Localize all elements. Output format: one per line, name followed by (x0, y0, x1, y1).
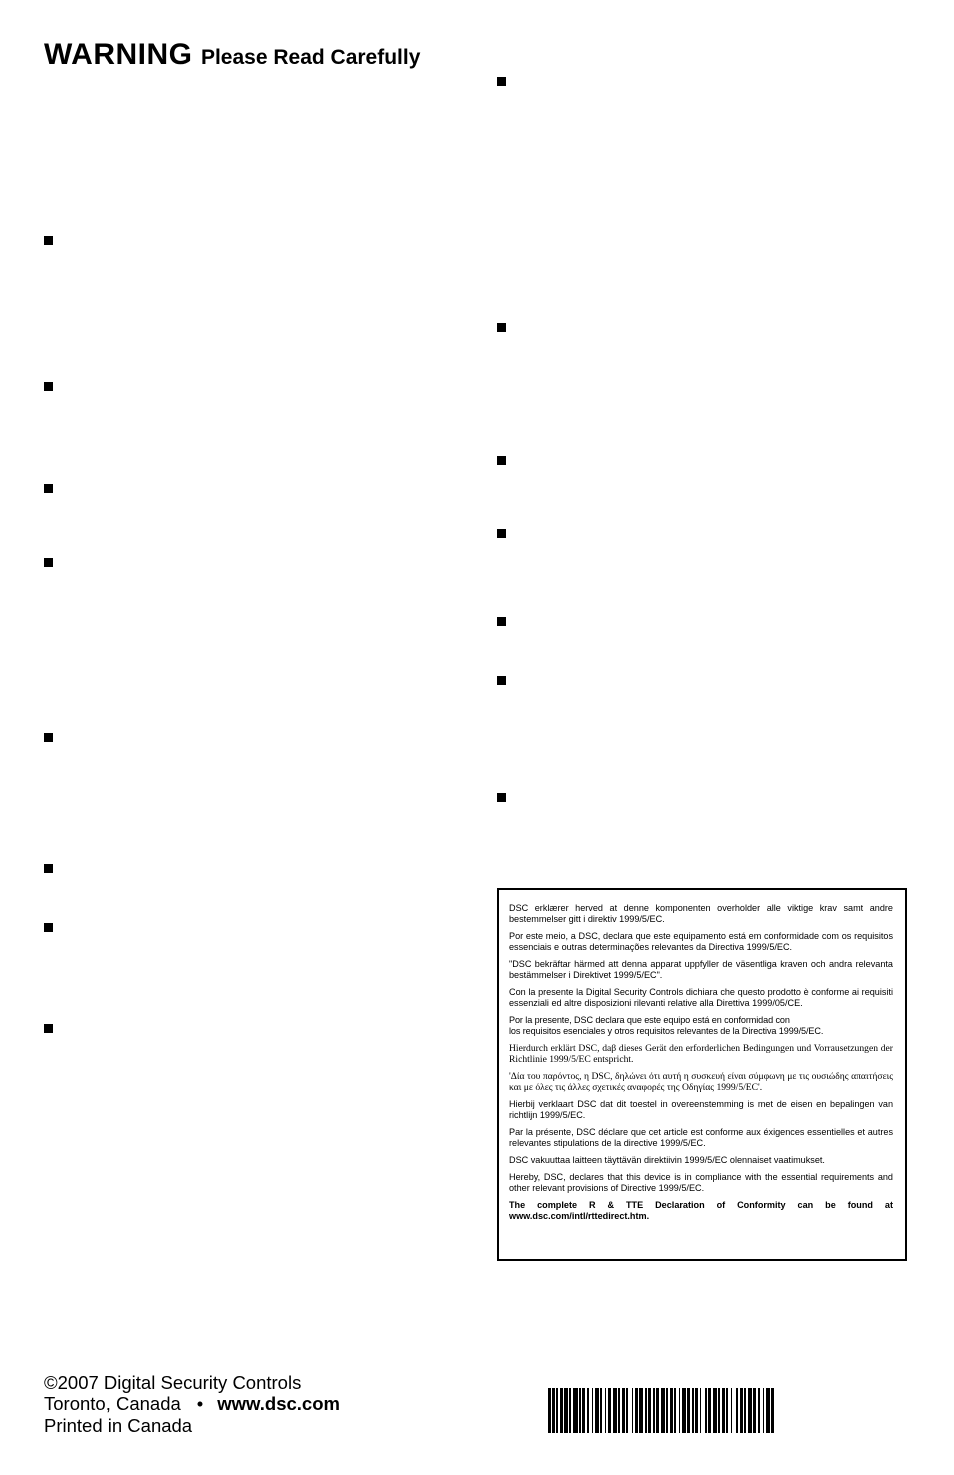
declaration-english: Hereby, DSC, declares that this device is in compliance with the essential requirements and other relevant provisions of Directive 1999/5/EC. (509, 1171, 893, 1193)
bullet-marker (44, 864, 53, 873)
declaration-portuguese: Por este meio, a DSC, declara que este equipamento está em conformidade com os requisitos essenciais e outras determinações relevantes da Directiva 1999/5/EC. (509, 930, 893, 953)
bullet-marker (44, 236, 53, 245)
location-city: Toronto, Canada (44, 1393, 181, 1415)
warning-title: WARNING (44, 38, 193, 71)
bullet-marker (497, 793, 506, 802)
bullet-marker (44, 484, 53, 493)
company-footer (44, 1372, 340, 1436)
website-link[interactable]: www.dsc.com (217, 1393, 340, 1415)
barcode-image (548, 1388, 774, 1433)
bullet-marker (497, 617, 506, 626)
location-line (44, 1393, 340, 1414)
declaration-dutch: Hierbij verklaart DSC dat dit toestel in overeenstemming is met de eisen en bepalingen van richtlijn 1999/5/EC. (509, 1098, 893, 1121)
declaration-spanish-line-1: Por la presente, DSC declara que este equipo está en conformidad con (509, 1014, 790, 1025)
declaration-complete-reference: The complete R & TTE Declaration of Conformity can be found at www.dsc.com/intl/rttedirect.htm. (509, 1199, 893, 1221)
bullet-separator: • (196, 1393, 204, 1415)
warning-subtitle: Please Read Carefully (200, 46, 421, 69)
bullet-marker (44, 558, 53, 567)
bullet-marker (497, 323, 506, 332)
declaration-greek: 'Δία του παρόντος, η DSC, δηλώνει ότι αυτή η συσκευή είναι σύμφωνη με τις ουσιώδης απαιτήσεις και με όλες τις άλλες σχετικές αναφορές της Οδηγίας 1999/5/EC'. (509, 1070, 893, 1094)
bullet-marker (497, 77, 506, 86)
declaration-of-conformity-box (497, 888, 907, 1261)
declaration-norwegian: DSC erklærer herved at denne komponenten overholder alle viktige krav samt andre bestemmelser gitt i direktiv 1999/5/EC. (509, 903, 893, 925)
declaration-german: Hierdurch erklärt DSC, daβ dieses Gerät den erforderlichen Bedingungen und Vorrausetzungen der Richtlinie 1999/5/EC entspricht. (509, 1042, 893, 1066)
printed-line: Printed in Canada (44, 1414, 193, 1436)
declaration-finnish: DSC vakuuttaa laitteen täyttävän direktiivin 1999/5/EC olennaiset vaatimukset. (509, 1154, 825, 1165)
warning-heading (44, 38, 420, 72)
declaration-swedish: "DSC bekräftar härmed att denna apparat uppfyller de väsentliga kraven och andra relevanta bestämmelser i Direktivet 1999/5/EC". (509, 958, 893, 981)
bullet-marker (44, 733, 53, 742)
copyright-line: ©2007 Digital Security Controls (44, 1372, 302, 1393)
bullet-marker (44, 382, 53, 391)
bullet-marker (44, 1024, 53, 1033)
bullet-marker (497, 676, 506, 685)
declaration-italian: Con la presente la Digital Security Controls dichiara che questo prodotto è conforme ai requisiti essenziali ed altre disposizioni rilevanti relative alla Direttiva 1999/05/CE. (509, 986, 893, 1009)
bullet-marker (44, 923, 53, 932)
bullet-marker (497, 456, 506, 465)
declaration-spanish-line-2: los requisitos esenciales y otros requisitos relevantes de la Directiva 1999/5/EC. (509, 1026, 824, 1037)
bullet-marker (497, 529, 506, 538)
barcode-bar (771, 1388, 774, 1433)
declaration-french: Par la présente, DSC déclare que cet article est conforme aux éxigences essentielles et autres relevantes stipulations de la directive 1999/5/EC. (509, 1126, 893, 1149)
declaration-spanish (509, 1015, 893, 1038)
